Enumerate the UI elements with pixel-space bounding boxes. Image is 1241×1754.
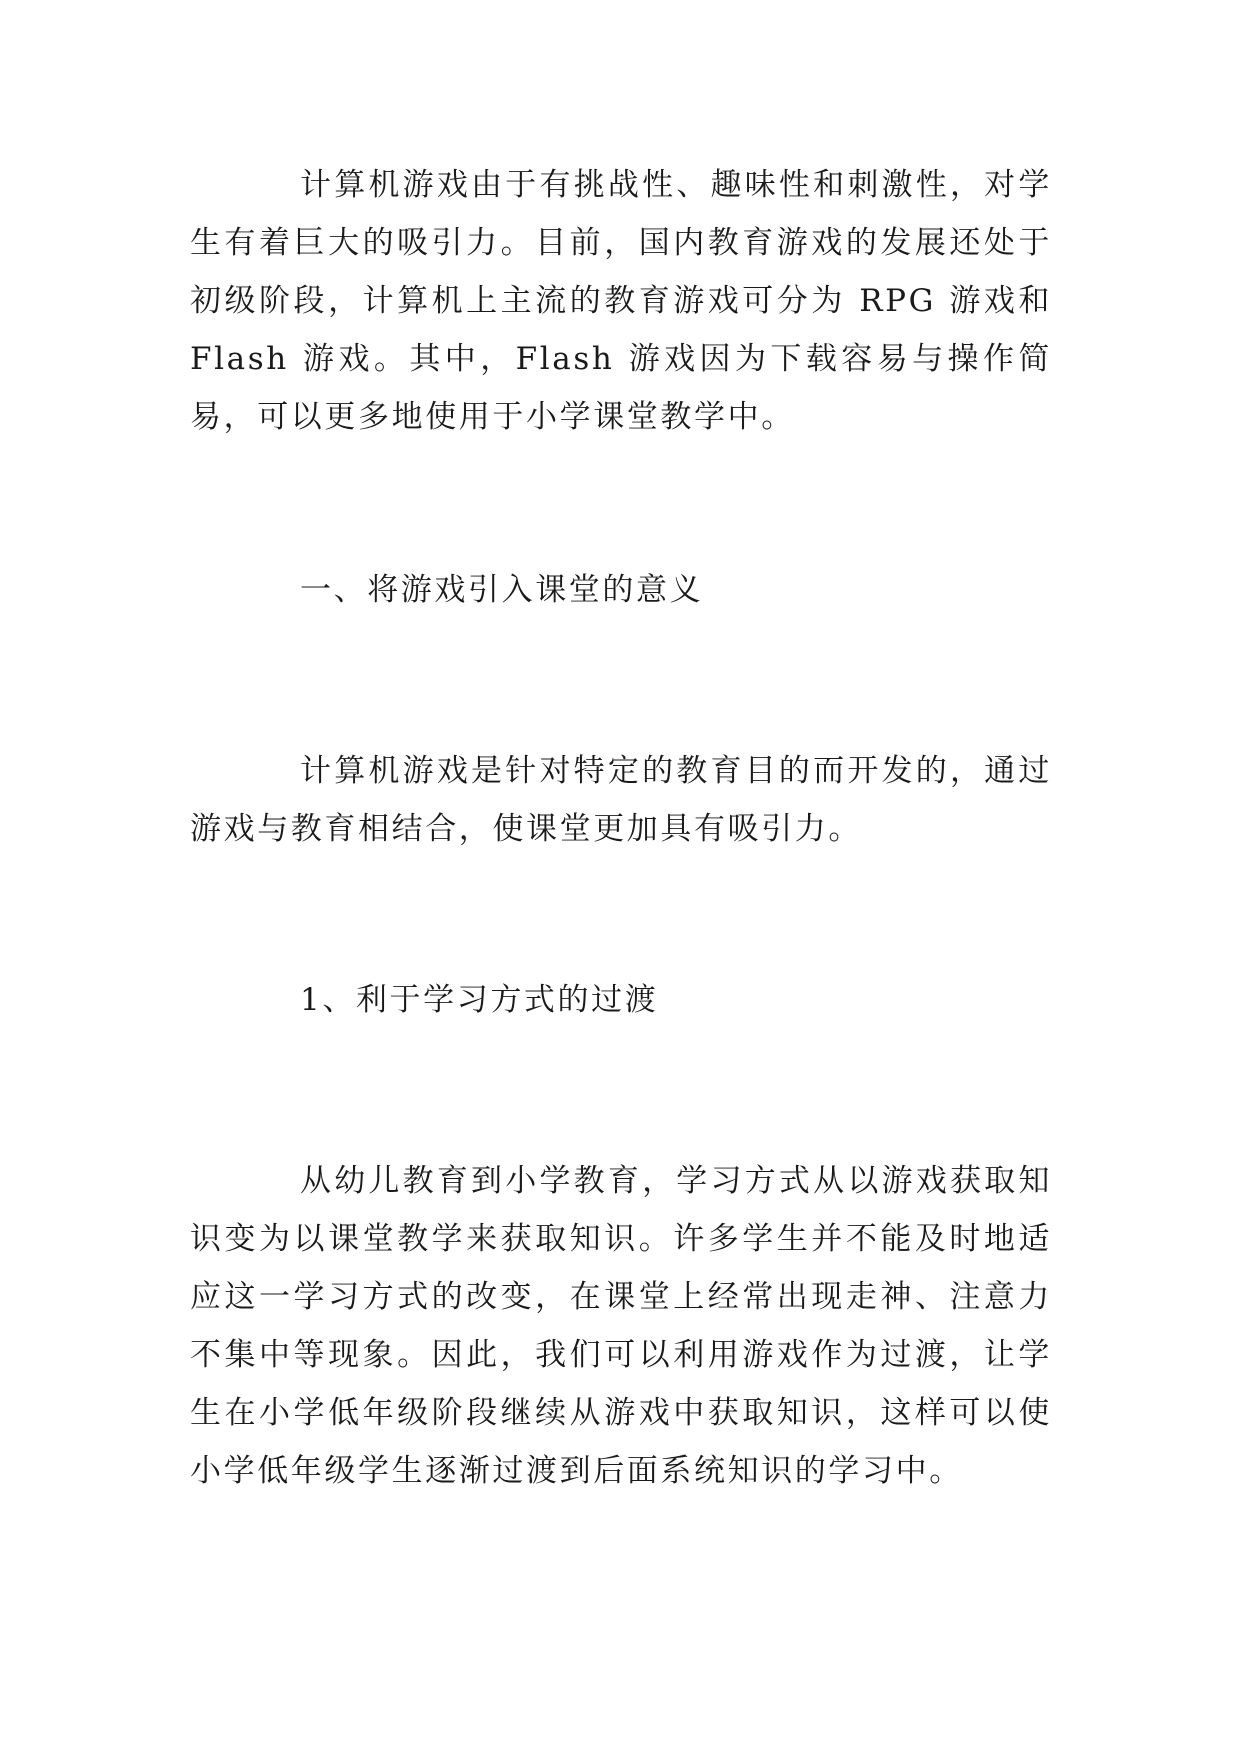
section-heading-1: 一、将游戏引入课堂的意义 (300, 572, 704, 608)
intro-paragraph: 计算机游戏由于有挑战性、趣味性和刺激性，对学生有着巨大的吸引力。目前，国内教育游戏的发展还处于初级阶段，计算机上主流的教育游戏可分为 RPG 游戏和 Flash 游戏。其中，Flash 游戏因为下载容易与操作简易，可以更多地使用于小学课堂教学中。 (190, 167, 1052, 435)
subsection-heading-1: 1、利于学习方式的过渡 (300, 982, 659, 1018)
section-1-paragraph: 计算机游戏是针对特定的教育目的而开发的，通过游戏与教育相结合，使课堂更加具有吸引力。 (190, 753, 1052, 847)
subsection-1-paragraph: 从幼儿教育到小学教育，学习方式从以游戏获取知识变为以课堂教学来获取知识。许多学生并不能及时地适应这一学习方式的改变，在课堂上经常出现走神、注意力不集中等现象。因此，我们可以利用游戏作为过渡，让学生在小学低年级阶段继续从游戏中获取知识，这样可以使小学低年级学生逐渐过渡到后面系统知识的学习中。 (190, 1163, 1052, 1489)
